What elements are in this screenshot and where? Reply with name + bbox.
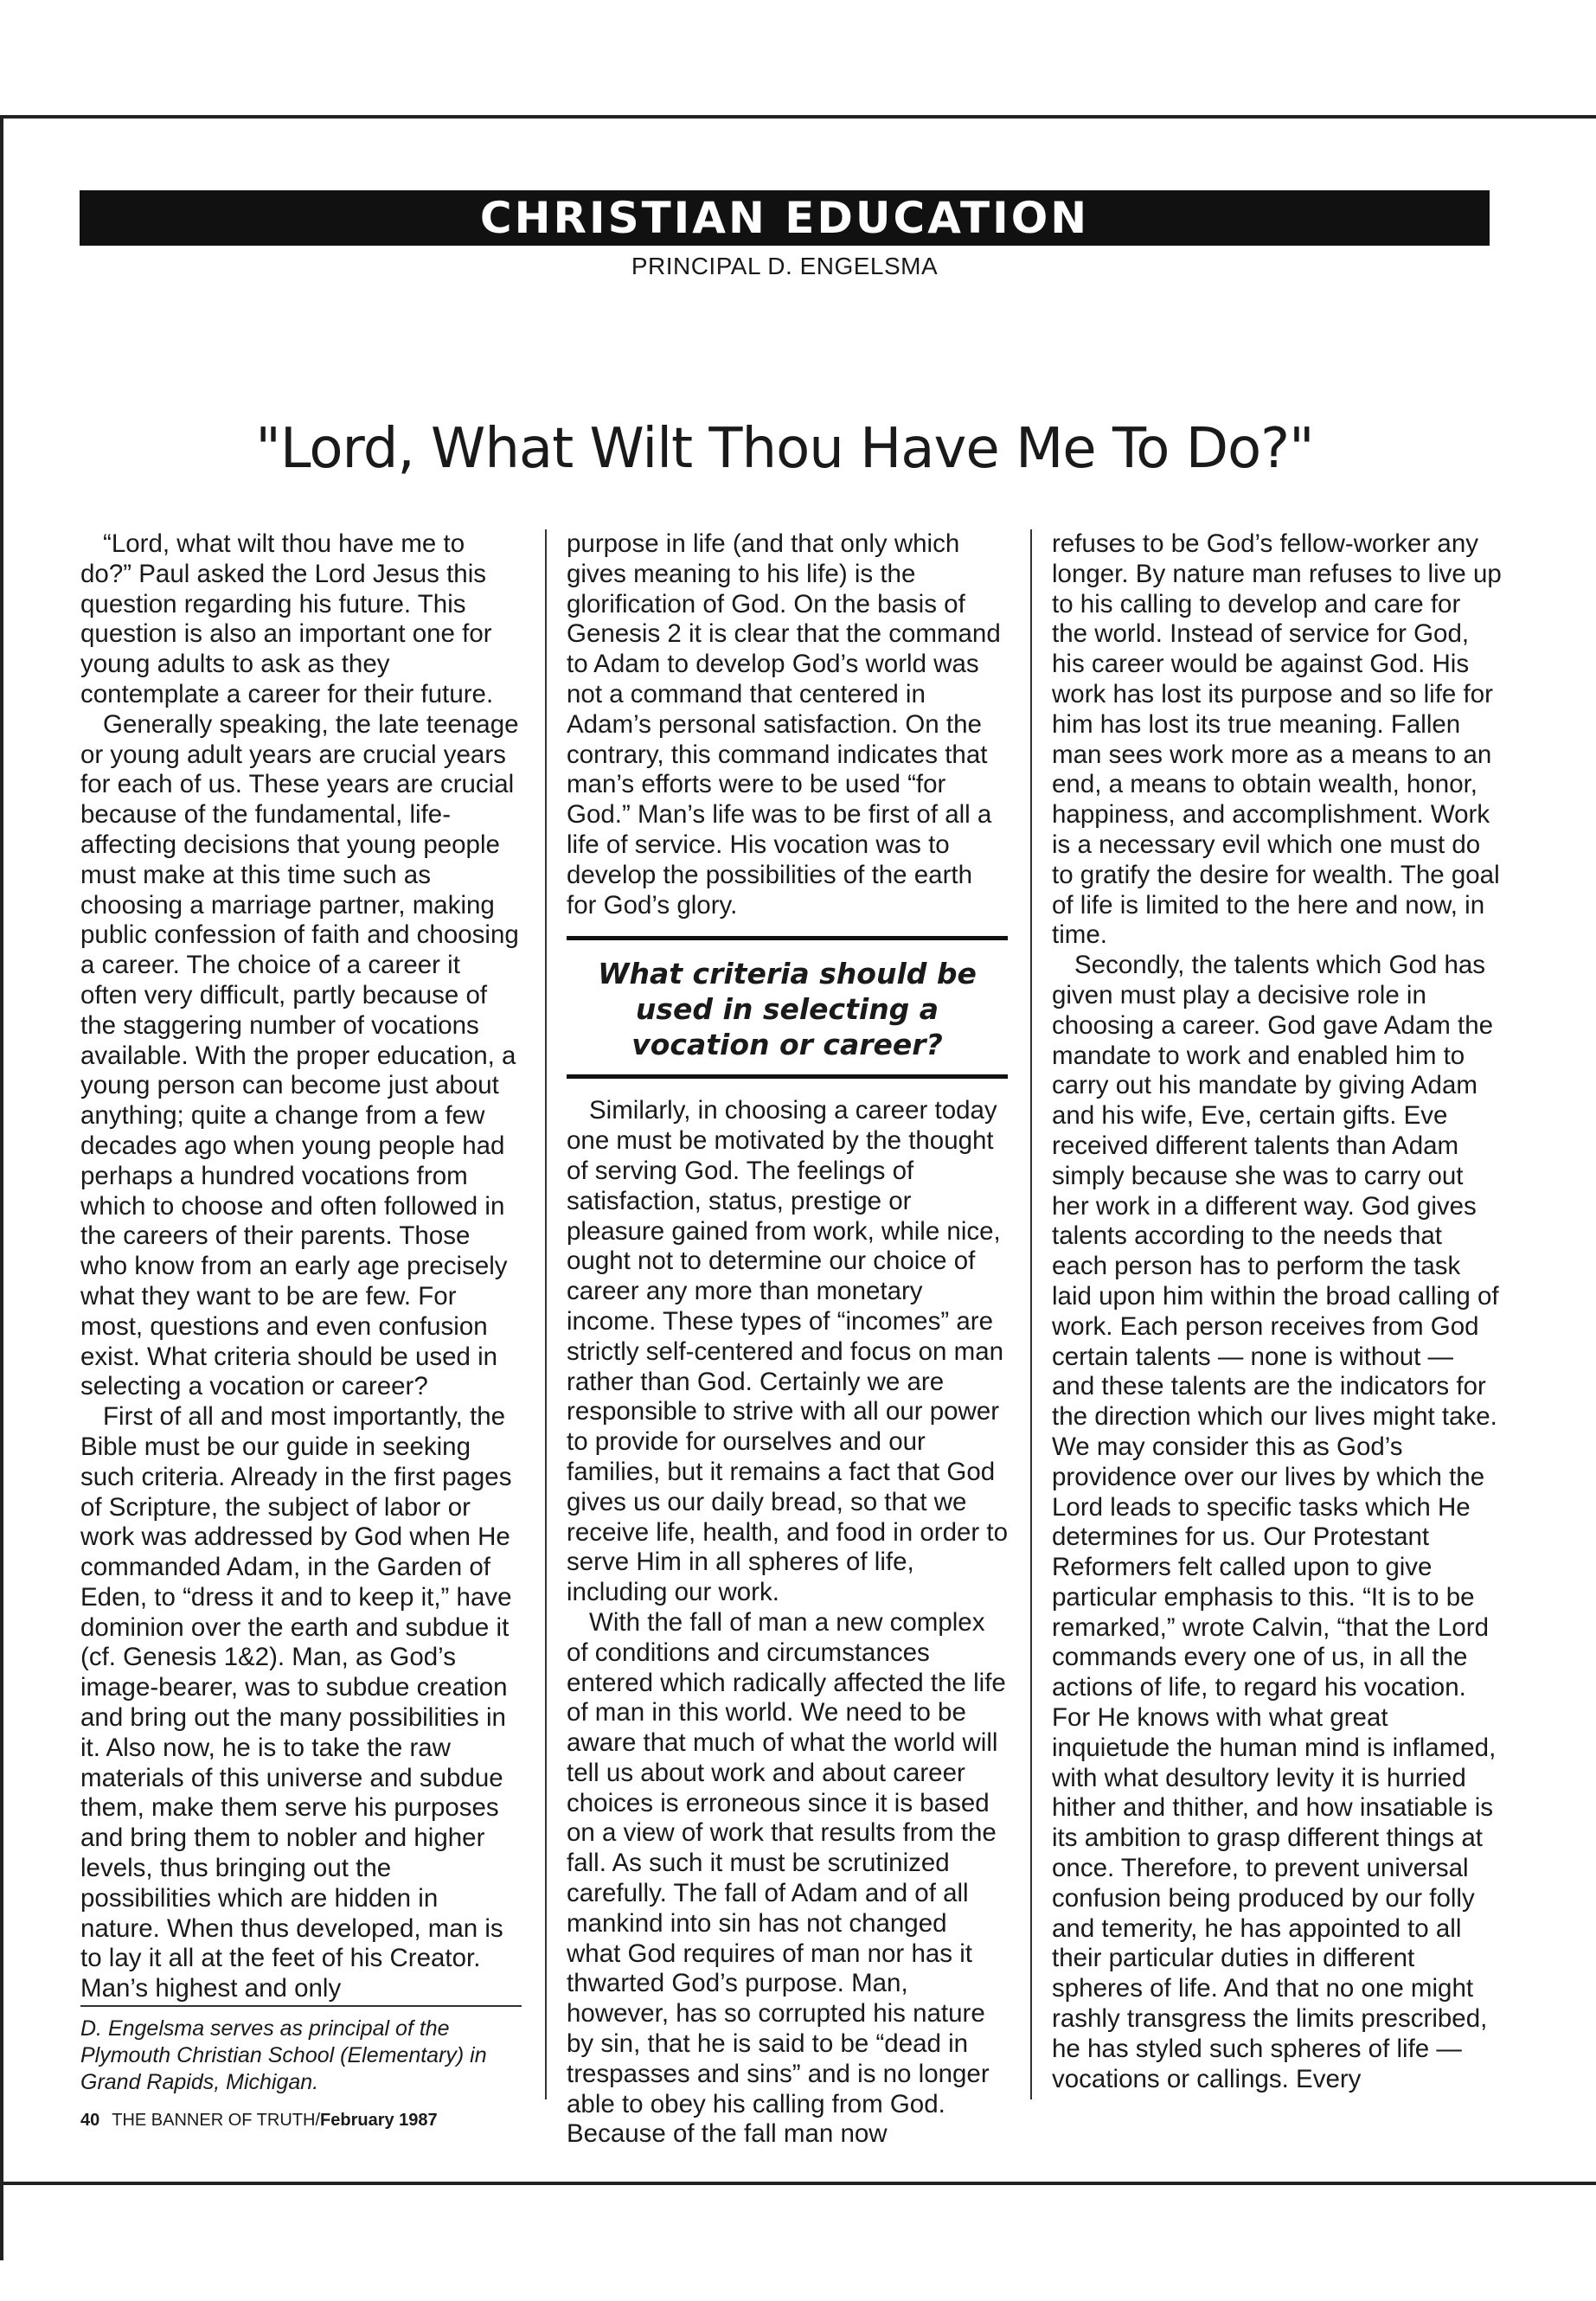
page-border-bottom (0, 2182, 1596, 2185)
article-title: "Lord, What Wilt Thou Have Me To Do?" (255, 417, 1314, 481)
column-divider (545, 529, 547, 2099)
paragraph: Generally speaking, the late teenage or young adult years are crucial years for each of us. These years are crucial because of the fundamental, life-affecting decisions that young people must make at this time such as choosing a marriage partner, making public confession of faith and choosing a career. The choice of a career it often very difficult, partly because of the staggering number of vocations available. With the proper education, a young person can become just about anything; quite a change from a few decades ago when young people had perhaps a hundred vocations from which to choose and often followed in the careers of their parents. Those who know from an early age precisely what they want to be are few. For most, questions and even confusion exist. What criteria should be used in selecting a vocation or career? (80, 709, 519, 1401)
issue-date: February 1987 (320, 2111, 438, 2130)
author-footnote: D. Engelsma serves as principal of the Plymouth Christian School (Elementary) in Grand Rapids, Michigan. (80, 2016, 487, 2094)
article-column-2 (567, 529, 1008, 2150)
paragraph: Secondly, the talents which God has given must play a decisive role in choosing a career. God gave Adam the mandate to work and enabled him to carry out his mandate by giving Adam and his wife, Eve, certain gifts. Eve received different talents than Adam simply because she was to carry out her work in a different way. God gives talents according to the needs that each person has to perform the task laid upon him within the broad calling of work. Each person receives from God certain talents — none is without — and these talents are the indicators for the direction which our lives might take. We may consider this as God’s providence over our lives by which the Lord leads to specific tasks which He determines for us. Our Protestant Reformers felt called upon to give particular emphasis to this. “It is to be remarked,” wrote Calvin, “that the Lord commands every one of us, in all the actions of life, to regard his vocation. For He knows with what great inquietude the human mind is inflamed, with what desultory levity it is hurried hither and thither, and how insatiable is its ambition to grasp different things at once. Therefore, to prevent universal confusion being produced by our folly and temerity, he has appointed to all their particular duties in different spheres of life. And that no one might rashly transgress the limits prescribed, he has styled such spheres of life — vocations or callings. Every (1052, 951, 1499, 2093)
publication-name: THE BANNER OF TRUTH/ (112, 2111, 321, 2130)
page-number: 40 (80, 2111, 100, 2130)
footnote-divider (80, 2005, 522, 2007)
paragraph: First of all and most importantly, the Bible must be our guide in seeking such criteria. Already in the first pages of Scripture, the subject of labor or work was addressed by God when He commanded Adam, in the Garden of Eden, to “dress it and to keep it,” have dominion over the earth and subdue it (cf. Genesis 1&2). Man, as God’s image-bearer, was to subdue creation and bring out the many possibilities in it. Also now, he is to take the raw materials of this universe and subdue them, make them serve his purposes and bring them to nobler and higher levels, thus bringing out the possibilities which are hidden in nature. When thus developed, man is to lay it all at the feet of his Creator. Man’s highest and only (80, 1402, 512, 2003)
section-banner: CHRISTIAN EDUCATION (80, 190, 1490, 246)
paragraph: “Lord, what wilt thou have me to do?” Paul asked the Lord Jesus this question regarding his future. This question is also an important one for young adults to ask as they contemplate a career for their future. (80, 529, 494, 708)
page-border-left (0, 115, 3, 2260)
article-column-1 (80, 529, 522, 2004)
column-divider (1030, 529, 1032, 2099)
pull-quote-rule (567, 1074, 1008, 1079)
pull-quote (567, 936, 1008, 1079)
author-byline: PRINCIPAL D. ENGELSMA (631, 253, 939, 279)
article-column-3 (1052, 529, 1502, 2094)
paragraph: refuses to be God’s fellow-worker any longer. By nature man refuses to live up to his calling to develop and care for the world. Instead of service for God, his career would be against God. His work has lost its purpose and so life for him has lost its true meaning. Fallen man sees work more as a means to an end, a means to obtain wealth, honor, happiness, and accomplishment. Work is a necessary evil which one must do to gratify the desire for wealth. The goal of life is limited to the here and now, in time. (1052, 529, 1502, 950)
paragraph: With the fall of man a new complex of conditions and circumstances entered which radically affected the life of man in this world. We need to be aware that much of what the world will tell us about work and about career choices is erroneous since it is based on a view of work that results from the fall. As such it must be scrutinized carefully. The fall of Adam and of all mankind into sin has not changed what God requires of man nor has it thwarted God’s purpose. Man, however, has so corrupted his nature by sin, that he is said to be “dead in trespasses and sins” and is no longer able to obey his calling from God. Because of the fall man now (567, 1607, 1006, 2149)
paragraph: purpose in life (and that only which gives meaning to his life) is the glorification of God. On the basis of Genesis 2 it is clear that the command to Adam to develop God’s world was not a command that centered in Adam’s personal satisfaction. On the contrary, this command indicates that man’s efforts were to be used “for God.” Man’s life was to be first of all a life of service. His vocation was to develop the possibilities of the earth for God’s glory. (567, 529, 1001, 920)
pull-quote-text: What criteria should be used in selecting a vocation or career? (598, 957, 977, 1062)
paragraph: Similarly, in choosing a career today one must be motivated by the thought of serving God. The feelings of satisfaction, status, prestige or pleasure gained from work, while nice, ought not to determine our choice of career any more than monetary income. These types of “incomes” are strictly self-centered and focus on man rather than God. Certainly we are responsible to strive with all our power to provide for ourselves and our families, but it remains a fact that God gives us our daily bread, so that we receive life, health, and food in order to serve Him in all spheres of life, including our work. (567, 1096, 1009, 1607)
page-border-top (0, 115, 1596, 119)
page-footer (80, 2111, 450, 2131)
